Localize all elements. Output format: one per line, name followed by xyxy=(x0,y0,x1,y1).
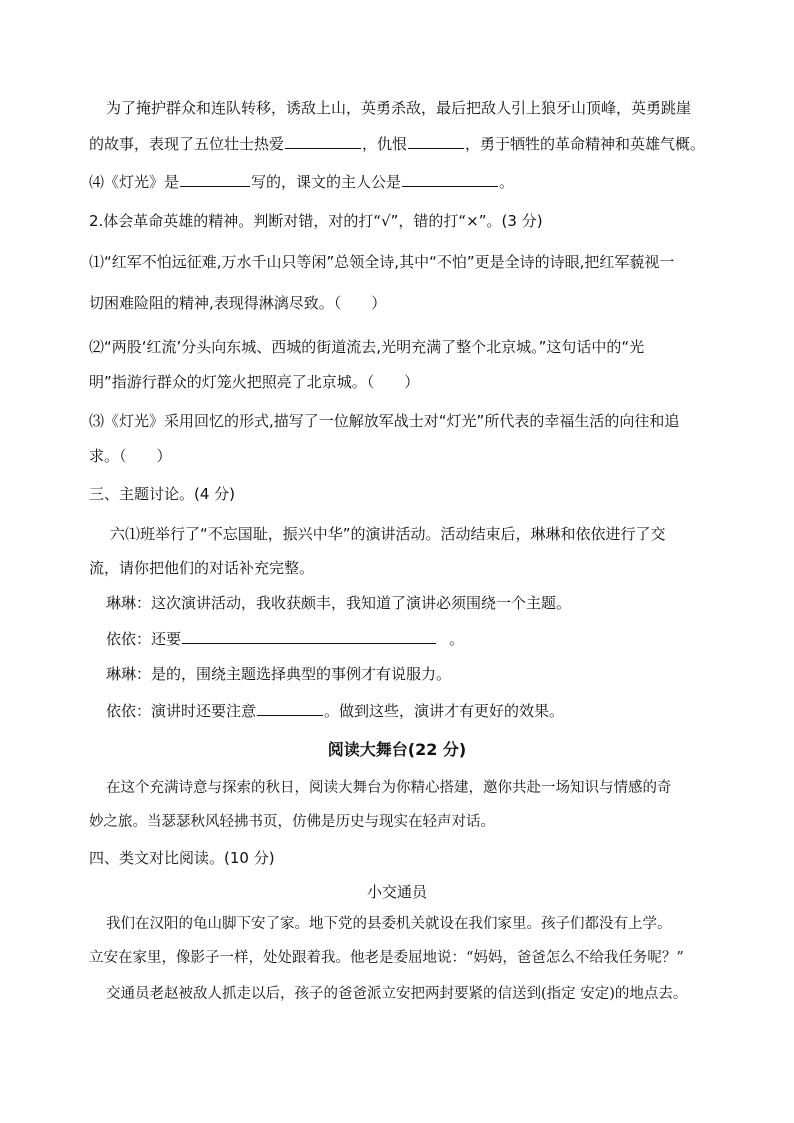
text-line: 求。（ ） xyxy=(89,447,172,465)
text-line: 流，请你把他们的对话补充完整。 xyxy=(89,559,315,577)
passage-title: 小交通员 xyxy=(366,883,427,901)
text-line: 交通员老赵被敌人抓走以后，孩子的爸爸派立安把两封要紧的信送到(指定 安定)的地点去。 xyxy=(106,986,688,1002)
text-line: 我们在汉阳的龟山脚下安了家。地下党的县委机关就设在我们家里。孩子们都没有上学。 xyxy=(106,916,672,932)
question-4: ⑷《灯光》是 写的，课文的主人公是 。 xyxy=(89,173,515,191)
text-line: 妙之旅。当瑟瑟秋风轻拂书页，仿佛是历史与现实在轻声对话。 xyxy=(89,814,495,830)
section-heading: 四、类文对比阅读。(10 分) xyxy=(89,849,275,867)
text-line: ⑴“红军不怕远征难,万水千山只等闲”总领全诗,其中“不怕”更是全诗的诗眼,把红军藐视一 xyxy=(89,253,675,271)
text-line: 切困难险阻的精神,表现得淋漓尽致。（ ） xyxy=(89,294,387,312)
text-line: 立安在家里，像影子一样，处处跟着我。他老是委屈地说：“妈妈，爸爸怎么不给我任务呢？” xyxy=(89,950,684,966)
dialogue-line: 琳琳：这次演讲活动，我收获颇丰，我知道了演讲必须围绕一个主题。 xyxy=(106,594,572,612)
text-line: ⑶《灯光》采用回忆的形式,描写了一位解放军战士对“灯光”所代表的幸福生活的向往和追 xyxy=(89,412,680,430)
section-title: 阅读大舞台(22 分) xyxy=(327,740,467,759)
answer-blank[interactable] xyxy=(180,171,250,187)
text-line-with-blanks: 的故事，表现了五位壮士热爱 ，仇恨 ，勇于牺牲的革命精神和英雄气概。 xyxy=(89,135,706,153)
section-heading: 三、主题讨论。(4 分) xyxy=(89,485,236,503)
text-line: 为了掩护群众和连队转移，诱敌上山，英勇杀敌，最后把敌人引上狼牙山顶峰，英勇跳崖 xyxy=(106,99,692,117)
dialogue-line: 依依：演讲时还要注意 。做到这些，演讲才有更好的效果。 xyxy=(106,702,565,720)
answer-blank[interactable] xyxy=(257,700,323,716)
text-line: ⑵“两股‘红流’分头向东城、西城的街道流去,光明充满了整个北京城。”这句话中的“光 xyxy=(89,338,645,356)
text-line: 六⑴班举行了“不忘国耻，振兴中华”的演讲活动。活动结束后，琳琳和依依进行了交 xyxy=(110,525,666,543)
dialogue-line: 琳琳：是的，围绕主题选择典型的事例才有说服力。 xyxy=(106,665,452,683)
text-line: 明”指游行群众的灯笼火把照亮了北京城。（ ） xyxy=(89,373,420,391)
question-heading: 2.体会革命英雄的精神。判断对错，对的打“√”，错的打“×”。(3 分) xyxy=(89,212,543,230)
answer-blank[interactable] xyxy=(285,133,361,149)
text-line: 在这个充满诗意与探索的秋日，阅读大舞台为你精心搭建，邀你共赴一场知识与情感的奇 xyxy=(106,780,672,796)
answer-blank[interactable] xyxy=(408,133,464,149)
answer-blank[interactable] xyxy=(402,171,498,187)
dialogue-line: 依依：还要 。 xyxy=(106,630,465,648)
answer-blank[interactable] xyxy=(182,628,436,644)
